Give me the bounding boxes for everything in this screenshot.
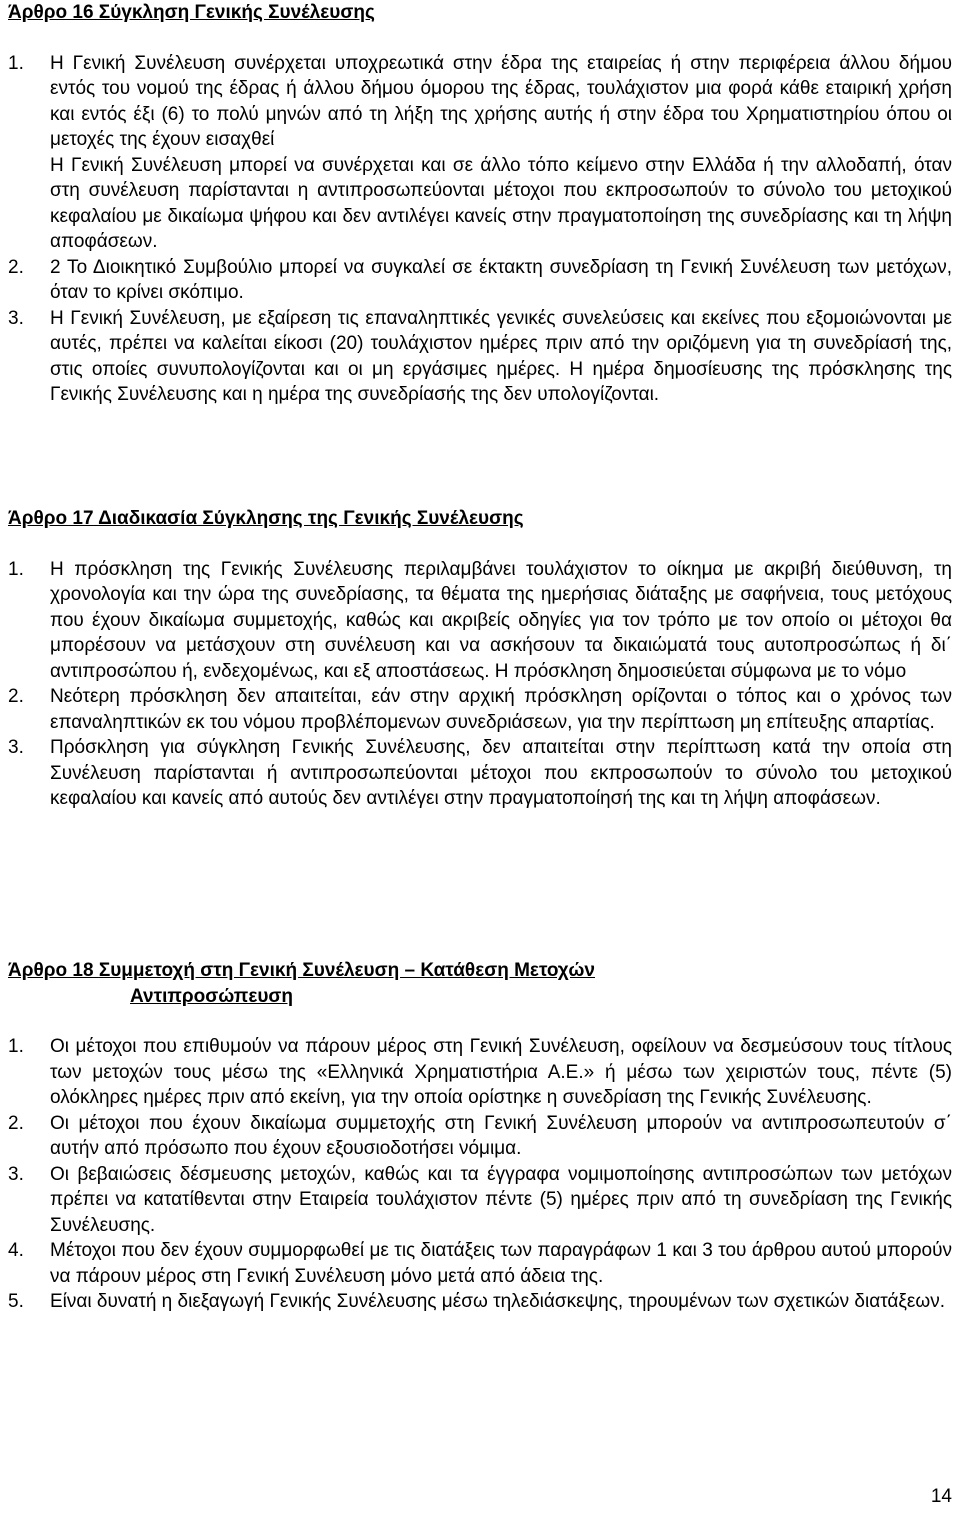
item-paragraph: Μέτοχοι που δεν έχουν συμμορφωθεί με τις διατάξεις των παραγράφων 1 και 3 του άρθρου αυτού μπορούν να πάρουν μέρος στη Γενική Συνέλευση μόνο μετά από άδεια της. <box>50 1240 952 1287</box>
item-paragraph: Οι βεβαιώσεις δέσμευσης μετοχών, καθώς και τα έγγραφα νομιμοποίησης αντιπροσώπων των μετόχων πρέπει να κατατίθενται στην Εταιρεία τουλάχιστον πέντε (5) ημέρες πριν από τη συνεδρίαση της Γενικής Συνέλευσης. <box>50 1163 952 1236</box>
item-paragraph: Οι μέτοχοι που έχουν δικαίωμα συμμετοχής στη Γενική Συνέλευση μπορούν να αντιπροσωπευτούν σ΄ αυτήν από πρόσωπο που έχουν εξουσιοδοτήσει νόμιμα. <box>50 1112 952 1159</box>
list-item <box>8 557 952 685</box>
list-item <box>8 735 952 812</box>
article-16-heading: Άρθρο 16 Σύγκληση Γενικής Συνέλευσης <box>8 2 375 23</box>
item-number: 2. <box>8 686 24 707</box>
item-paragraph: Η Γενική Συνέλευση, με εξαίρεση τις επαναληπτικές γενικές συνελεύσεις και εκείνες που εξομοιώνονται με αυτές, πρέπει να καλείται είκοσι (20) τουλάχιστον ημέρες πριν από την οριζόμενη για τη συνεδρίασή της, στις οποίες συνυπολογίζονται και οι μη εργάσιμες ημέρες. Η ημέρα δημοσίευσης της πρόσκλησης της Γενικής Συνέλευσης και η ημέρα της συνεδρίασής της δεν υπολογίζονται. <box>50 307 952 405</box>
item-number: 1. <box>8 52 24 74</box>
list-item <box>8 51 952 255</box>
article-18-list <box>8 1034 952 1315</box>
item-paragraph: Η Γενική Συνέλευση συνέρχεται υποχρεωτικά στην έδρα της εταιρείας ή στην περιφέρεια άλλου δήμου εντός του νομού της έδρας ή άλλου δήμου όμορου της έδρας, τουλάχιστον μια φορά κάθε εταιρική χρήση και εντός έξι (6) το πολύ μηνών από τη λήξη της χρήσης αυτής ή στην έδρα του Χρηματιστηρίου όπου οι μετοχές της έχουν εισαχθεί <box>50 52 952 150</box>
item-paragraph: 2 Το Διοικητικό Συμβούλιο μπορεί να συγκαλεί σε έκτακτη συνεδρίαση τη Γενική Συνέλευση των μετόχων, όταν το κρίνει σκόπιμο. <box>50 256 952 303</box>
article-18-title-line2: Αντιπροσώπευση <box>130 985 293 1007</box>
list-item <box>8 1111 952 1162</box>
item-number: 3. <box>8 737 24 758</box>
list-item <box>8 684 952 735</box>
article-18-heading <box>8 958 952 984</box>
page-number: 14 <box>930 1486 952 1507</box>
item-number: 2. <box>8 256 24 278</box>
list-item <box>8 255 952 306</box>
list-item <box>8 1289 952 1315</box>
item-paragraph: Πρόσκληση για σύγκληση Γενικής Συνέλευσης, δεν απαιτείται στην περίπτωση κατά την οποία στη Συνέλευση παρίστανται ή αντιπροσωπεύονται μέτοχοι που εκπροσωπούν το σύνολο του μετοχικού κεφαλαίου και κανείς από αυτούς δεν αντιλέγει στην πραγματοποίησή της και τη λήψη αποφάσεων. <box>50 737 952 809</box>
item-number: 1. <box>8 1036 24 1057</box>
article-18-title-line1: Συμμετοχή στη Γενική Συνέλευση – Κατάθεση Μετοχών <box>98 960 595 981</box>
list-item <box>8 1238 952 1289</box>
article-17-title: Διαδικασία Σύγκλησης της Γενικής Συνέλευσης <box>98 508 524 529</box>
article-17-number: Άρθρο 17 <box>8 508 94 529</box>
item-paragraph: Οι μέτοχοι που επιθυμούν να πάρουν μέρος στη Γενική Συνέλευση, οφείλουν να δεσμεύσουν τους τίτλους των μετοχών τους μέσω της «Ελληνικά Χρηματιστήρια Α.Ε.» ή μέσω των χειριστών τους, πέντε (5) ολόκληρες ημέρες πριν από εκείνη, για την οποία ορίστηκε η συνεδρίαση της Γενικής Συνέλευσης. <box>50 1036 952 1108</box>
article-18 <box>8 958 952 1315</box>
list-item <box>8 1034 952 1111</box>
article-16-list <box>8 51 952 408</box>
article-18-number: Άρθρο 18 <box>8 960 94 981</box>
article-17-list <box>8 557 952 812</box>
item-number: 3. <box>8 307 24 329</box>
item-number: 3. <box>8 1163 24 1185</box>
article-17 <box>8 506 952 812</box>
item-paragraph: Νεότερη πρόσκληση δεν απαιτείται, εάν στην αρχική πρόσκληση ορίζονται ο τόπος και ο χρόνος των επαναληπτικών εκ του νόμου προβλέπομενων συνεδριάσεων, για την περίπτωση μη επίτευξης απαρτίας. <box>50 686 952 733</box>
item-number: 5. <box>8 1291 24 1312</box>
item-number: 1. <box>8 558 24 580</box>
item-paragraph: Η Γενική Συνέλευση μπορεί να συνέρχεται και σε άλλο τόπο κείμενο στην Ελλάδα ή την αλλοδαπή, όταν στη συνέλευση παρίστανται η αντιπροσωπεύονται μέτοχοι που εκπροσωπούν το σύνολο του μετοχικού κεφαλαίου με δικαίωμα ψήφου και δεν αντιλέγει κανείς στην πραγματοποίηση της συνεδρίασης και τη λήψη αποφάσεων. <box>50 154 952 252</box>
article-16 <box>8 0 952 408</box>
list-item <box>8 1162 952 1239</box>
item-number: 4. <box>8 1240 24 1261</box>
item-number: 2. <box>8 1112 24 1134</box>
list-item <box>8 306 952 408</box>
item-paragraph: Η πρόσκληση της Γενικής Συνέλευσης περιλαμβάνει τουλάχιστον το οίκημα με ακριβή διεύθυνση, τη χρονολογία και την ώρα της συνεδρίασης, τα θέματα της ημερήσιας διάταξης με σαφήνεια, τους μετόχους που έχουν δικαίωμα συμμετοχής, καθώς και ακριβείς οδηγίες για τον τρόπο με τον οποίο οι μέτοχοι θα μπορέσουν να μετάσχουν στη συνέλευση και να ασκήσουν τα δικαιώματά τους αυτοπροσώπως ή δι΄ αντιπροσώπου ή, ενδεχομένως, και εξ αποστάσεως. Η πρόσκληση δημοσιεύεται σύμφωνα με το νόμο <box>50 558 952 682</box>
item-paragraph: Είναι δυνατή η διεξαγωγή Γενικής Συνέλευσης μέσω τηλεδιάσκεψης, τηρουμένων των σχετικών διατάξεων. <box>50 1291 946 1312</box>
article-18-heading-line2 <box>8 984 952 1010</box>
article-17-heading <box>8 506 952 532</box>
